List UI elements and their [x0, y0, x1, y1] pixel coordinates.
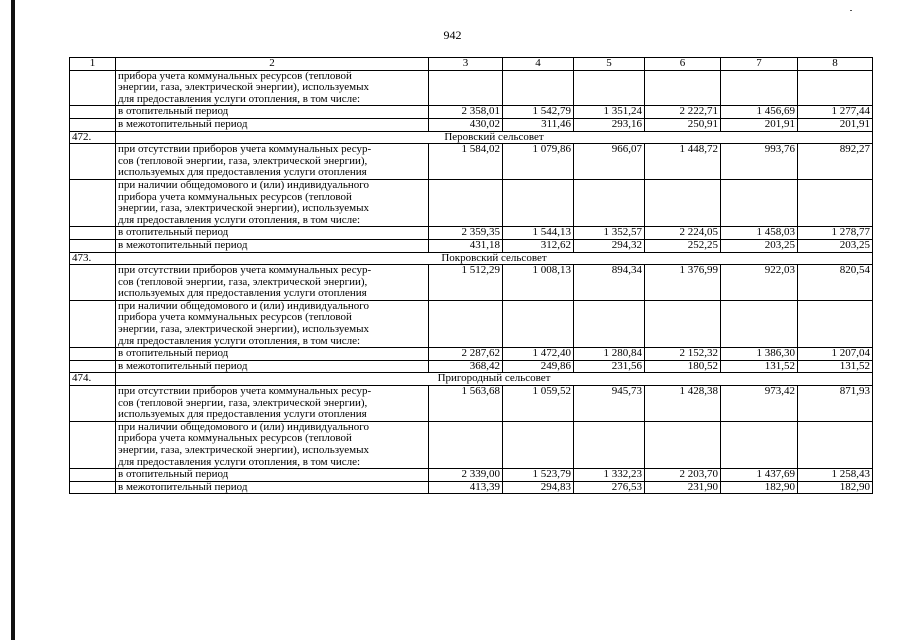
description-row — [70, 265, 873, 301]
column-number: 3 — [429, 58, 503, 71]
section-number: 473. — [70, 252, 116, 265]
section-number: 474. — [70, 373, 116, 386]
value-cell — [429, 300, 503, 347]
description-line: при отсутствии приборов учета коммунальных ресур- — [118, 143, 372, 156]
period-label: в межотопительный период — [116, 360, 429, 373]
value-cell: 1 277,44 — [798, 106, 873, 119]
value-cell: 1 584,02 — [429, 144, 503, 180]
value-cell: 201,91 — [721, 118, 798, 131]
value-cell: 1 428,38 — [645, 386, 721, 422]
value-cell: 231,56 — [574, 360, 645, 373]
value-cell: 894,34 — [574, 265, 645, 301]
value-cell: 293,16 — [574, 118, 645, 131]
section-row — [70, 252, 873, 265]
description-cell — [116, 265, 429, 301]
value-cell: 413,39 — [429, 481, 503, 494]
column-number: 6 — [645, 58, 721, 71]
value-cell — [645, 179, 721, 226]
description-line: используемых для предоставления услуги отопления — [118, 166, 367, 179]
value-cell: 1 544,13 — [503, 227, 574, 240]
value-cell: 1 563,68 — [429, 386, 503, 422]
period-label: в межотопительный период — [116, 481, 429, 494]
value-cell: 1 512,29 — [429, 265, 503, 301]
period-label: в межотопительный период — [116, 239, 429, 252]
column-number: 8 — [798, 58, 873, 71]
value-cell: 203,25 — [798, 239, 873, 252]
value-cell: 2 358,01 — [429, 106, 503, 119]
value-cell — [574, 179, 645, 226]
value-cell: 1 376,99 — [645, 265, 721, 301]
value-cell: 2 203,70 — [645, 469, 721, 482]
description-cell — [116, 421, 429, 468]
description-row — [70, 179, 873, 226]
description-line: энергии, газа, электрической энергии), используемых — [118, 444, 369, 456]
value-cell: 1 059,52 — [503, 386, 574, 422]
value-cell: 1 280,84 — [574, 348, 645, 361]
empty-number-cell — [70, 144, 116, 180]
value-cell: 182,90 — [721, 481, 798, 494]
value-cell: 2 359,35 — [429, 227, 503, 240]
value-cell — [574, 300, 645, 347]
empty-number-cell — [70, 265, 116, 301]
period-row — [70, 106, 873, 119]
value-cell — [721, 421, 798, 468]
value-cell — [574, 70, 645, 106]
value-cell: 1 542,79 — [503, 106, 574, 119]
value-cell: 2 222,71 — [645, 106, 721, 119]
value-cell: 2 224,05 — [645, 227, 721, 240]
empty-number-cell — [70, 469, 116, 482]
value-cell: 312,62 — [503, 239, 574, 252]
value-cell: 973,42 — [721, 386, 798, 422]
section-title: Пригородный сельсовет — [116, 373, 873, 386]
value-cell: 1 352,57 — [574, 227, 645, 240]
empty-number-cell — [70, 386, 116, 422]
value-cell: 1 351,24 — [574, 106, 645, 119]
period-label: в отопительный период — [116, 469, 429, 482]
value-cell: 1 523,79 — [503, 469, 574, 482]
value-cell — [798, 421, 873, 468]
value-cell: 1 008,13 — [503, 265, 574, 301]
period-row — [70, 348, 873, 361]
description-line: при наличии общедомового и (или) индивидуального — [118, 300, 369, 312]
value-cell: 2 339,00 — [429, 469, 503, 482]
empty-number-cell — [70, 300, 116, 347]
value-cell — [503, 70, 574, 106]
value-cell: 2 287,62 — [429, 348, 503, 361]
description-cell — [116, 179, 429, 226]
period-label: в отопительный период — [116, 348, 429, 361]
period-row — [70, 227, 873, 240]
value-cell: 368,42 — [429, 360, 503, 373]
value-cell — [503, 300, 574, 347]
value-cell: 131,52 — [798, 360, 873, 373]
description-row — [70, 300, 873, 347]
description-line: используемых для предоставления услуги отопления — [118, 408, 367, 421]
value-cell: 201,91 — [798, 118, 873, 131]
value-cell — [798, 179, 873, 226]
value-cell — [503, 179, 574, 226]
value-cell: 1 456,69 — [721, 106, 798, 119]
description-line: прибора учета коммунальных ресурсов (тепловой — [118, 311, 352, 324]
section-row — [70, 131, 873, 144]
description-line: сов (тепловой энергии, газа, электрической энергии), — [118, 396, 368, 409]
description-cell — [116, 300, 429, 347]
value-cell: 249,86 — [503, 360, 574, 373]
period-row — [70, 360, 873, 373]
description-line: для предоставления услуги отопления, в том числе: — [118, 334, 361, 347]
value-cell: 131,52 — [721, 360, 798, 373]
value-cell — [721, 70, 798, 106]
description-line: прибора учета коммунальных ресурсов (тепловой — [118, 190, 352, 203]
description-line: для предоставления услуги отопления, в том числе: — [118, 455, 361, 468]
empty-number-cell — [70, 118, 116, 131]
value-cell: 431,18 — [429, 239, 503, 252]
value-cell: 1 458,03 — [721, 227, 798, 240]
empty-number-cell — [70, 239, 116, 252]
empty-number-cell — [70, 421, 116, 468]
empty-number-cell — [70, 360, 116, 373]
value-cell — [503, 421, 574, 468]
period-label: в межотопительный период — [116, 118, 429, 131]
value-cell — [798, 70, 873, 106]
value-cell: 1 079,86 — [503, 144, 574, 180]
value-cell — [721, 179, 798, 226]
description-row — [70, 144, 873, 180]
section-row — [70, 373, 873, 386]
value-cell — [574, 421, 645, 468]
value-cell: 250,91 — [645, 118, 721, 131]
empty-number-cell — [70, 348, 116, 361]
period-row — [70, 118, 873, 131]
value-cell: 945,73 — [574, 386, 645, 422]
page-number: 942 — [443, 28, 462, 42]
column-number: 4 — [503, 58, 574, 71]
value-cell — [429, 421, 503, 468]
description-row — [70, 386, 873, 422]
value-cell: 1 386,30 — [721, 348, 798, 361]
section-number: 472. — [70, 131, 116, 144]
description-line: энергии, газа, электрической энергии), используемых — [118, 81, 369, 94]
value-cell — [429, 70, 503, 106]
value-cell: 276,53 — [574, 481, 645, 494]
value-cell: 1 472,40 — [503, 348, 574, 361]
value-cell: 294,83 — [503, 481, 574, 494]
description-row — [70, 421, 873, 468]
value-cell: 820,54 — [798, 265, 873, 301]
value-cell: 871,93 — [798, 386, 873, 422]
empty-number-cell — [70, 227, 116, 240]
description-cell — [116, 144, 429, 180]
table-body — [70, 58, 873, 494]
section-title: Покровский сельсовет — [116, 252, 873, 265]
value-cell: 203,25 — [721, 239, 798, 252]
value-cell: 1 448,72 — [645, 144, 721, 180]
empty-number-cell — [70, 179, 116, 226]
value-cell: 1 437,69 — [721, 469, 798, 482]
value-cell: 892,27 — [798, 144, 873, 180]
description-line: прибора учета коммунальных ресурсов (тепловой — [118, 432, 352, 445]
value-cell: 182,90 — [798, 481, 873, 494]
description-line: сов (тепловой энергии, газа, электрической энергии), — [118, 275, 368, 288]
column-number: 5 — [574, 58, 645, 71]
period-label: в отопительный период — [116, 227, 429, 240]
value-cell: 252,25 — [645, 239, 721, 252]
section-title: Перовский сельсовет — [116, 131, 873, 144]
value-cell: 966,07 — [574, 144, 645, 180]
tariff-table — [69, 57, 873, 494]
description-cell — [116, 386, 429, 422]
description-line: при наличии общедомового и (или) индивидуального — [118, 421, 369, 433]
period-label: в отопительный период — [116, 106, 429, 119]
column-number-row — [70, 58, 873, 71]
column-number: 2 — [116, 58, 429, 71]
description-line: прибора учета коммунальных ресурсов (тепловой — [118, 70, 352, 82]
value-cell: 430,02 — [429, 118, 503, 131]
value-cell: 922,03 — [721, 265, 798, 301]
empty-number-cell — [70, 106, 116, 119]
value-cell — [429, 179, 503, 226]
value-cell — [645, 70, 721, 106]
value-cell: 294,32 — [574, 239, 645, 252]
value-cell — [645, 300, 721, 347]
value-cell: 1 258,43 — [798, 469, 873, 482]
description-line: сов (тепловой энергии, газа, электрической энергии), — [118, 154, 368, 167]
value-cell — [645, 421, 721, 468]
description-line: энергии, газа, электрической энергии), используемых — [118, 202, 369, 215]
column-number: 7 — [721, 58, 798, 71]
value-cell: 231,90 — [645, 481, 721, 494]
description-line: при отсутствии приборов учета коммунальных ресур- — [118, 264, 372, 277]
description-line: используемых для предоставления услуги отопления — [118, 287, 367, 300]
value-cell: 1 207,04 — [798, 348, 873, 361]
description-line: энергии, газа, электрической энергии), используемых — [118, 323, 369, 336]
period-row — [70, 469, 873, 482]
scan-speck — [850, 10, 852, 11]
period-row — [70, 239, 873, 252]
description-cell — [116, 70, 429, 106]
value-cell — [721, 300, 798, 347]
value-cell: 180,52 — [645, 360, 721, 373]
page-left-border-bar — [11, 0, 15, 640]
empty-number-cell — [70, 481, 116, 494]
column-number: 1 — [70, 58, 116, 71]
description-line: при наличии общедомового и (или) индивидуального — [118, 179, 369, 191]
description-line: при отсутствии приборов учета коммунальных ресур- — [118, 385, 372, 398]
value-cell: 311,46 — [503, 118, 574, 131]
value-cell: 1 278,77 — [798, 227, 873, 240]
period-row — [70, 481, 873, 494]
description-row — [70, 70, 873, 106]
value-cell: 2 152,32 — [645, 348, 721, 361]
value-cell: 993,76 — [721, 144, 798, 180]
value-cell: 1 332,23 — [574, 469, 645, 482]
empty-number-cell — [70, 70, 116, 106]
description-line: для предоставления услуги отопления, в том числе: — [118, 92, 361, 105]
value-cell — [798, 300, 873, 347]
description-line: для предоставления услуги отопления, в том числе: — [118, 213, 361, 226]
